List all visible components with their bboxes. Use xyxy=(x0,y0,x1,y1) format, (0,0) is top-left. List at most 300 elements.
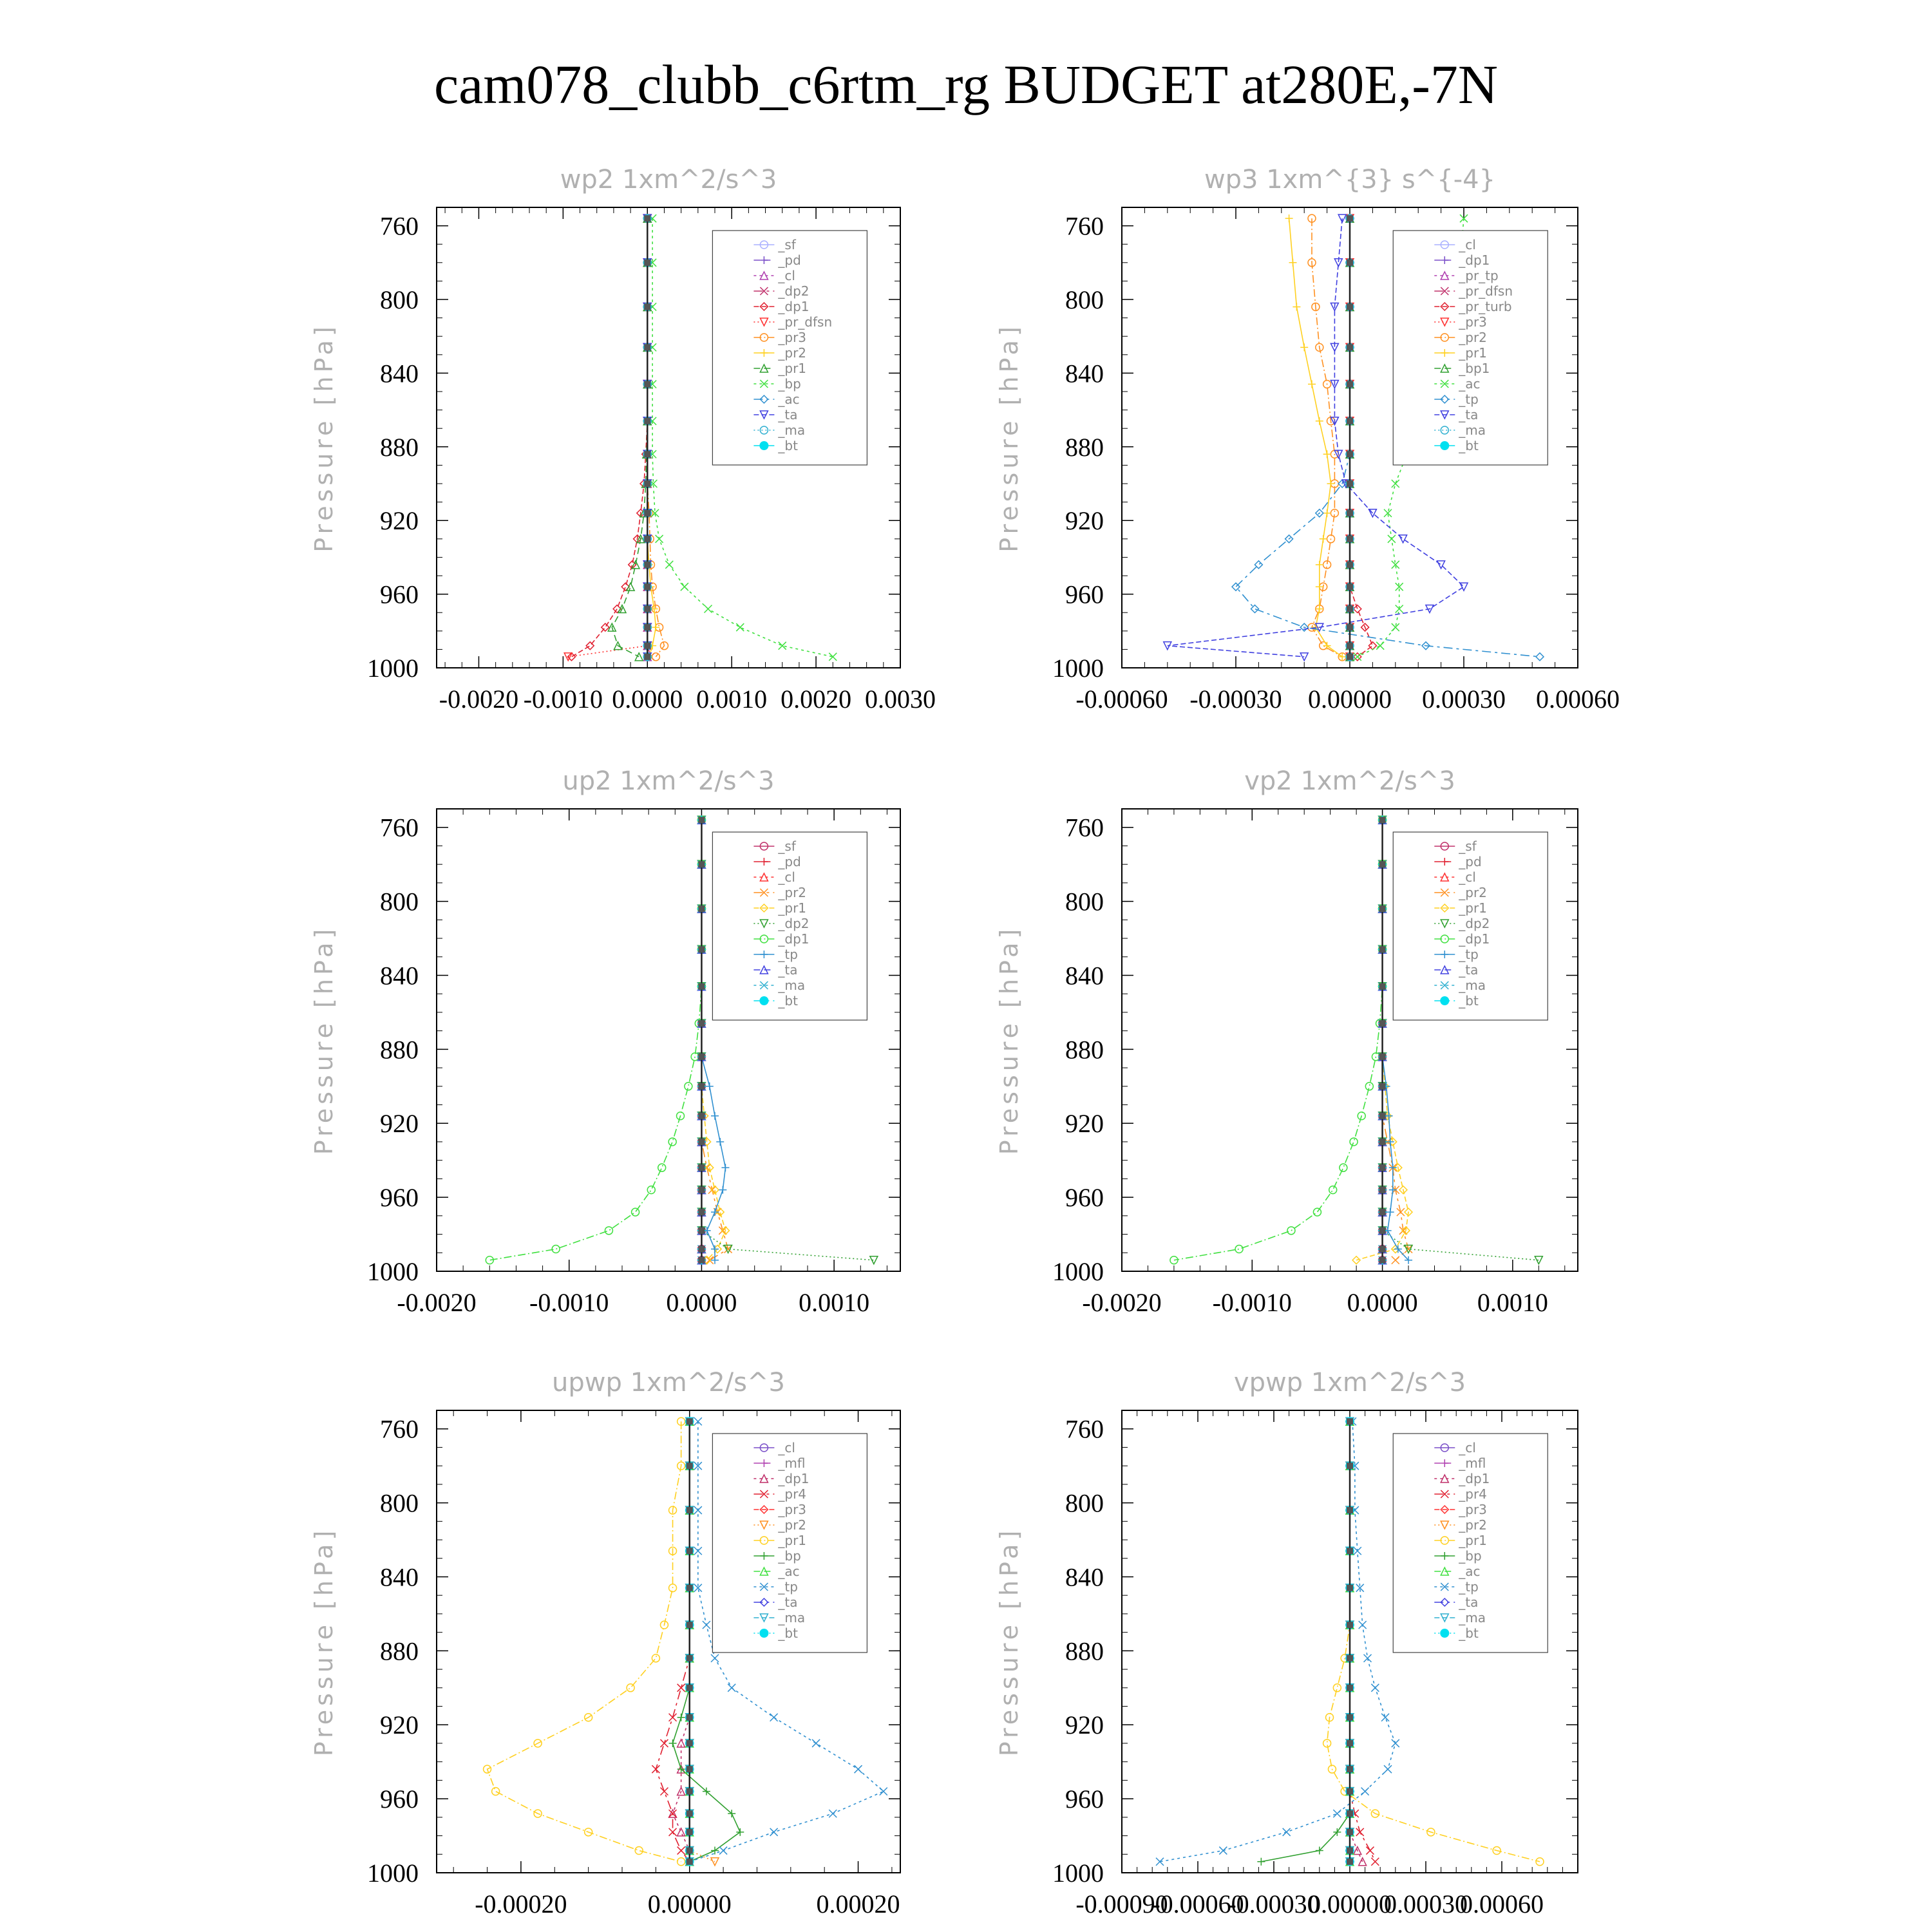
zero-marker xyxy=(698,1227,705,1234)
zero-marker xyxy=(687,1810,693,1817)
zero-marker xyxy=(644,624,650,630)
legend-label: _pr2 xyxy=(778,1517,807,1533)
data-point xyxy=(1366,1847,1374,1855)
zero-marker xyxy=(687,1829,693,1835)
zero-marker xyxy=(698,946,705,952)
series-line-pr2 xyxy=(1312,218,1342,657)
zero-marker xyxy=(1347,583,1353,590)
data-point xyxy=(668,1138,676,1146)
zero-marker xyxy=(687,1463,693,1469)
zero-marker xyxy=(1347,344,1353,350)
x-tick-label: 0.00000 xyxy=(1308,685,1392,714)
data-point xyxy=(1320,535,1327,543)
zero-marker xyxy=(1347,260,1353,266)
legend-marker xyxy=(1440,996,1449,1005)
legend-label: _ma xyxy=(778,1610,806,1625)
data-point xyxy=(770,1714,778,1721)
y-tick-label: 1000 xyxy=(367,654,419,683)
data-point xyxy=(665,561,673,569)
legend-label: _ta xyxy=(1459,407,1479,422)
x-tick-label: -0.00030 xyxy=(1227,1889,1320,1918)
panels xyxy=(310,165,1620,1918)
data-point xyxy=(1333,1810,1341,1817)
data-point xyxy=(1323,450,1331,458)
data-point xyxy=(1316,561,1323,569)
y-tick-label: 960 xyxy=(380,580,419,609)
y-tick-label: 760 xyxy=(1065,211,1104,241)
data-point xyxy=(677,1847,685,1855)
zero-marker xyxy=(644,418,650,424)
data-point xyxy=(605,1227,612,1235)
zero-marker xyxy=(1347,1810,1353,1817)
zero-marker xyxy=(644,381,650,388)
zero-marker xyxy=(1347,381,1353,388)
zero-marker xyxy=(1347,1507,1353,1513)
data-point xyxy=(1293,303,1300,310)
panel-title: vp2 1xm^2/s^3 xyxy=(1244,766,1455,796)
legend-marker xyxy=(759,441,768,450)
data-point xyxy=(1283,1828,1291,1836)
legend-label: _sf xyxy=(778,838,796,854)
legend-marker xyxy=(1440,1629,1449,1638)
legend-label: _dp1 xyxy=(1459,252,1490,268)
series-line-bp xyxy=(1261,1421,1350,1862)
x-tick-label: 0.00000 xyxy=(1308,1889,1392,1918)
legend-label: _bp1 xyxy=(1459,361,1490,376)
y-tick-label: 800 xyxy=(1065,887,1104,916)
legend-label: _pr2 xyxy=(1459,330,1487,345)
series-line-tp xyxy=(1160,1421,1396,1862)
legend-label: _ma xyxy=(1459,1610,1486,1625)
x-tick-label: -0.00090 xyxy=(1075,1889,1168,1918)
zero-marker xyxy=(1347,536,1353,542)
panel-title: up2 1xm^2/s^3 xyxy=(562,766,775,796)
data-point xyxy=(1323,642,1331,650)
data-point xyxy=(1354,1547,1361,1555)
y-tick-label: 960 xyxy=(1065,1785,1104,1814)
data-point xyxy=(647,1186,655,1194)
zero-marker xyxy=(1379,1164,1386,1171)
data-point xyxy=(1392,480,1399,488)
y-tick-label: 880 xyxy=(1065,1035,1104,1065)
y-tick-label: 760 xyxy=(1065,1414,1104,1444)
zero-marker xyxy=(644,303,650,310)
data-point xyxy=(1535,1256,1542,1264)
data-point xyxy=(880,1788,887,1795)
zero-marker xyxy=(1347,654,1353,660)
data-point xyxy=(652,623,659,631)
data-point xyxy=(694,1417,702,1425)
data-point xyxy=(1381,1714,1389,1721)
panel-5 xyxy=(310,1368,900,1918)
x-tick-label: -0.0020 xyxy=(439,685,519,714)
panel-title: upwp 1xm^2/s^3 xyxy=(552,1368,785,1397)
data-point xyxy=(1392,623,1399,631)
zero-marker xyxy=(698,1246,705,1253)
zero-marker xyxy=(687,1714,693,1721)
data-point xyxy=(1392,1739,1399,1747)
data-point xyxy=(660,1739,668,1747)
zero-marker xyxy=(1379,983,1386,990)
data-point xyxy=(1387,1208,1394,1216)
y-tick-label: 880 xyxy=(380,1035,419,1065)
zero-marker xyxy=(1379,861,1386,867)
panel-title: vpwp 1xm^2/s^3 xyxy=(1233,1368,1466,1397)
y-tick-label: 1000 xyxy=(367,1859,419,1888)
y-axis-label: Pressure [hPa] xyxy=(995,1526,1023,1757)
y-tick-label: 1000 xyxy=(1052,654,1104,683)
x-tick-label: -0.00030 xyxy=(1189,685,1282,714)
data-point xyxy=(1316,583,1323,591)
y-tick-label: 840 xyxy=(380,1562,419,1592)
zero-marker xyxy=(687,1766,693,1772)
legend-label: _pr3 xyxy=(778,330,807,345)
data-point xyxy=(1327,480,1335,488)
x-tick-label: 0.0030 xyxy=(865,685,936,714)
zero-marker xyxy=(1347,451,1353,457)
legend-label: _cl xyxy=(778,1440,795,1455)
legend-label: _bt xyxy=(1459,1625,1479,1641)
zero-marker xyxy=(1379,905,1386,912)
panel-3 xyxy=(310,766,900,1317)
zero-marker xyxy=(698,1209,705,1215)
zero-marker xyxy=(644,605,650,612)
legend-label: _dp2 xyxy=(1459,916,1490,931)
data-point xyxy=(656,535,663,543)
legend-label: _tp xyxy=(1459,1579,1479,1595)
legend-label: _ac xyxy=(778,392,800,407)
zero-marker xyxy=(687,1507,693,1513)
data-point xyxy=(1384,1765,1392,1773)
zero-marker xyxy=(644,344,650,350)
data-point xyxy=(1361,1788,1369,1795)
data-point xyxy=(635,1847,643,1855)
legend-label: _cl xyxy=(1459,237,1476,252)
data-point xyxy=(677,1714,685,1721)
data-point xyxy=(660,1788,668,1795)
panel-1 xyxy=(310,165,936,714)
data-point xyxy=(711,1245,719,1253)
zero-marker xyxy=(1379,1209,1386,1215)
data-point xyxy=(1333,1684,1341,1692)
data-point xyxy=(1368,642,1376,650)
legend-label: _pr1 xyxy=(1459,345,1487,361)
data-point xyxy=(736,623,744,631)
legend-label: _pr2 xyxy=(778,885,807,900)
zero-marker xyxy=(1347,1655,1353,1662)
legend-label: _pd xyxy=(778,252,801,268)
legend-label: _pd xyxy=(1459,854,1482,869)
data-point xyxy=(1219,1847,1227,1855)
data-point xyxy=(1371,1858,1379,1866)
zero-marker xyxy=(1379,1187,1386,1193)
y-tick-label: 1000 xyxy=(1052,1257,1104,1286)
x-tick-label: 0.0000 xyxy=(1347,1288,1418,1317)
legend-label: _ac xyxy=(778,1564,800,1579)
zero-marker xyxy=(644,654,650,660)
legend-label: _sf xyxy=(778,237,796,252)
data-point xyxy=(711,1208,719,1216)
panel-2 xyxy=(995,165,1620,714)
zero-marker xyxy=(687,1788,693,1795)
x-tick-label: 0.0000 xyxy=(666,1288,737,1317)
zero-marker xyxy=(1347,303,1353,310)
zero-marker xyxy=(1347,1766,1353,1772)
legend-marker xyxy=(1440,441,1449,450)
legend-marker xyxy=(759,1629,768,1638)
panel-title: wp3 1xm^{3} s^{-4} xyxy=(1204,165,1496,194)
data-point xyxy=(1323,1739,1331,1747)
zero-marker xyxy=(698,1257,705,1264)
zero-marker xyxy=(1347,1463,1353,1469)
figure-title: cam078_clubb_c6rtm_rg BUDGET at280E,-7N xyxy=(433,53,1499,115)
legend-label: _pr2 xyxy=(1459,1517,1487,1533)
data-point xyxy=(1235,1245,1243,1253)
x-tick-label: 0.0010 xyxy=(696,685,768,714)
legend-label: _pr3 xyxy=(1459,1502,1487,1517)
zero-marker xyxy=(687,1622,693,1628)
zero-marker xyxy=(1347,605,1353,612)
zero-marker xyxy=(644,451,650,457)
zero-marker xyxy=(644,480,650,487)
x-tick-label: -0.00060 xyxy=(1151,1889,1244,1918)
zero-marker xyxy=(1379,1246,1386,1253)
y-tick-label: 800 xyxy=(380,1488,419,1518)
zero-marker xyxy=(687,1848,693,1854)
zero-marker xyxy=(1379,1227,1386,1234)
x-tick-label: 0.0010 xyxy=(1477,1288,1548,1317)
zero-marker xyxy=(1347,418,1353,424)
zero-marker xyxy=(644,215,650,222)
legend-label: _cl xyxy=(778,869,795,885)
y-tick-label: 920 xyxy=(1065,1109,1104,1139)
x-tick-label: -0.0020 xyxy=(1082,1288,1162,1317)
y-tick-label: 920 xyxy=(380,1109,419,1139)
y-tick-label: 920 xyxy=(1065,506,1104,536)
legend-label: _pr_dfsn xyxy=(778,314,833,330)
zero-marker xyxy=(644,510,650,516)
y-tick-label: 1000 xyxy=(367,1257,419,1286)
x-tick-label: -0.00020 xyxy=(475,1889,567,1918)
zero-marker xyxy=(687,1585,693,1591)
zero-marker xyxy=(1379,817,1386,823)
y-tick-label: 800 xyxy=(380,285,419,314)
x-tick-label: -0.0020 xyxy=(397,1288,477,1317)
legend-label: _bp xyxy=(1459,1548,1482,1564)
y-tick-label: 840 xyxy=(1065,1562,1104,1592)
series-line-dp1 xyxy=(571,218,647,657)
data-point xyxy=(1359,1621,1367,1629)
legend-label: _pr1 xyxy=(778,1533,807,1548)
legend-label: _pr1 xyxy=(1459,1533,1487,1548)
data-point xyxy=(1388,535,1396,543)
x-tick-label: 0.00060 xyxy=(1536,685,1620,714)
zero-marker xyxy=(644,583,650,590)
legend-label: _dp1 xyxy=(778,931,810,947)
zero-marker xyxy=(687,1655,693,1662)
y-tick-label: 760 xyxy=(380,1414,419,1444)
legend-label: _tp xyxy=(778,947,798,962)
data-point xyxy=(1316,417,1323,425)
legend-label: _pr3 xyxy=(778,1502,807,1517)
legend-label: _bt xyxy=(1459,993,1479,1009)
data-point xyxy=(1257,1858,1265,1866)
data-point xyxy=(627,1684,634,1692)
zero-marker xyxy=(1347,1685,1353,1691)
y-tick-label: 840 xyxy=(1065,961,1104,990)
legend-label: _bp xyxy=(778,376,801,392)
zero-marker xyxy=(698,1139,705,1145)
zero-marker xyxy=(1379,1113,1386,1119)
legend-label: _pr4 xyxy=(778,1486,807,1502)
legend-label: _pr_tp xyxy=(1459,268,1499,283)
y-tick-label: 760 xyxy=(380,211,419,241)
y-tick-label: 840 xyxy=(1065,359,1104,388)
data-point xyxy=(829,1810,837,1817)
data-point xyxy=(1376,642,1384,650)
data-point xyxy=(669,1714,677,1721)
legend-label: _pr3 xyxy=(1459,314,1487,330)
data-point xyxy=(1308,381,1316,388)
data-point xyxy=(1371,1684,1379,1692)
y-tick-label: 960 xyxy=(1065,1183,1104,1213)
legend-label: _pr_turb xyxy=(1459,299,1512,314)
data-point xyxy=(812,1739,820,1747)
y-tick-label: 960 xyxy=(380,1785,419,1814)
legend-label: _ma xyxy=(778,978,806,993)
zero-marker xyxy=(1347,1548,1353,1554)
data-point xyxy=(779,642,786,650)
y-tick-label: 920 xyxy=(380,506,419,536)
data-point xyxy=(711,1112,719,1120)
zero-marker xyxy=(644,562,650,568)
legend-label: _pr2 xyxy=(1459,885,1487,900)
data-point xyxy=(669,1810,677,1817)
series-line-pr_dfsn xyxy=(568,218,647,657)
zero-marker xyxy=(1379,1054,1386,1060)
legend-label: _tp xyxy=(778,1579,798,1595)
legend-label: _pr4 xyxy=(1459,1486,1487,1502)
x-tick-label: -0.00060 xyxy=(1075,685,1168,714)
series-line-dp1 xyxy=(1174,820,1383,1260)
y-tick-label: 760 xyxy=(1065,813,1104,842)
data-point xyxy=(1364,1654,1372,1662)
series-line-pr1 xyxy=(488,1421,681,1862)
legend-label: _ac xyxy=(1459,376,1481,392)
data-point xyxy=(652,1654,659,1662)
zero-marker xyxy=(687,1685,693,1691)
data-point xyxy=(870,1256,878,1264)
legend-label: _ta xyxy=(778,962,798,978)
zero-marker xyxy=(1347,1788,1353,1795)
y-axis-label: Pressure [hPa] xyxy=(310,925,338,1155)
x-tick-label: 0.00060 xyxy=(1460,1889,1544,1918)
y-axis-label: Pressure [hPa] xyxy=(995,925,1023,1155)
zero-marker xyxy=(1347,1622,1353,1628)
legend-label: _sf xyxy=(1459,838,1477,854)
legend-label: _bt xyxy=(1459,438,1479,453)
y-tick-label: 840 xyxy=(380,961,419,990)
legend-label: _pr1 xyxy=(1459,900,1487,916)
legend-label: _pr_dfsn xyxy=(1459,283,1513,299)
zero-marker xyxy=(1347,1585,1353,1591)
legend-label: _pd xyxy=(778,854,801,869)
legend-label: _mfl xyxy=(778,1455,806,1471)
data-point xyxy=(719,1847,727,1855)
panel-title: wp2 1xm^2/s^3 xyxy=(560,165,777,194)
zero-marker xyxy=(687,1418,693,1425)
legend-label: _ta xyxy=(1459,962,1479,978)
zero-marker xyxy=(698,1020,705,1027)
legend-label: _dp1 xyxy=(778,1471,810,1486)
data-point xyxy=(658,1164,666,1171)
legend-label: _ac xyxy=(1459,1564,1481,1579)
zero-marker xyxy=(1379,1139,1386,1145)
x-tick-label: -0.0010 xyxy=(523,685,603,714)
legend-label: _dp2 xyxy=(778,916,810,931)
data-point xyxy=(708,1186,716,1194)
series-line-pr1 xyxy=(1289,218,1343,657)
x-tick-label: 0.00030 xyxy=(1422,685,1506,714)
zero-marker xyxy=(698,1187,705,1193)
zero-marker xyxy=(1347,215,1353,222)
y-tick-label: 920 xyxy=(1065,1710,1104,1740)
zero-marker xyxy=(698,1113,705,1119)
legend-label: _ta xyxy=(778,1595,798,1610)
legend-label: _ta xyxy=(1459,1595,1479,1610)
x-tick-label: 0.0020 xyxy=(781,685,852,714)
legend-label: _cl xyxy=(1459,1440,1476,1455)
data-point xyxy=(677,1684,685,1692)
data-point xyxy=(1354,653,1361,661)
zero-marker xyxy=(698,983,705,990)
legend-label: _cl xyxy=(778,268,795,283)
y-tick-label: 960 xyxy=(380,1183,419,1213)
zero-marker xyxy=(1347,562,1353,568)
data-point xyxy=(770,1828,778,1836)
legend-label: _dp1 xyxy=(778,299,810,314)
zero-marker xyxy=(1347,510,1353,516)
data-point xyxy=(716,1138,724,1146)
data-point xyxy=(1323,509,1331,517)
data-point xyxy=(694,1506,702,1514)
zero-marker xyxy=(1347,1829,1353,1835)
data-point xyxy=(632,1208,639,1216)
zero-marker xyxy=(1347,643,1353,649)
data-point xyxy=(1285,214,1293,222)
data-point xyxy=(1313,1208,1321,1216)
zero-marker xyxy=(644,643,650,649)
data-point xyxy=(627,583,634,591)
x-tick-label: 0.00030 xyxy=(1384,1889,1468,1918)
legend-label: _ta xyxy=(778,407,798,422)
zero-marker xyxy=(687,1859,693,1865)
data-point xyxy=(1354,605,1361,612)
zero-marker xyxy=(1347,1848,1353,1854)
data-point xyxy=(703,1621,710,1629)
zero-marker xyxy=(698,1083,705,1090)
legend-label: _ma xyxy=(1459,978,1486,993)
data-point xyxy=(492,1788,500,1795)
y-tick-label: 760 xyxy=(380,813,419,842)
y-tick-label: 880 xyxy=(1065,1636,1104,1666)
data-point xyxy=(1300,343,1308,351)
zero-marker xyxy=(1347,480,1353,487)
data-point xyxy=(681,583,688,591)
zero-marker xyxy=(1347,1418,1353,1425)
y-tick-label: 800 xyxy=(380,887,419,916)
legend-label: _bp xyxy=(778,1548,801,1564)
